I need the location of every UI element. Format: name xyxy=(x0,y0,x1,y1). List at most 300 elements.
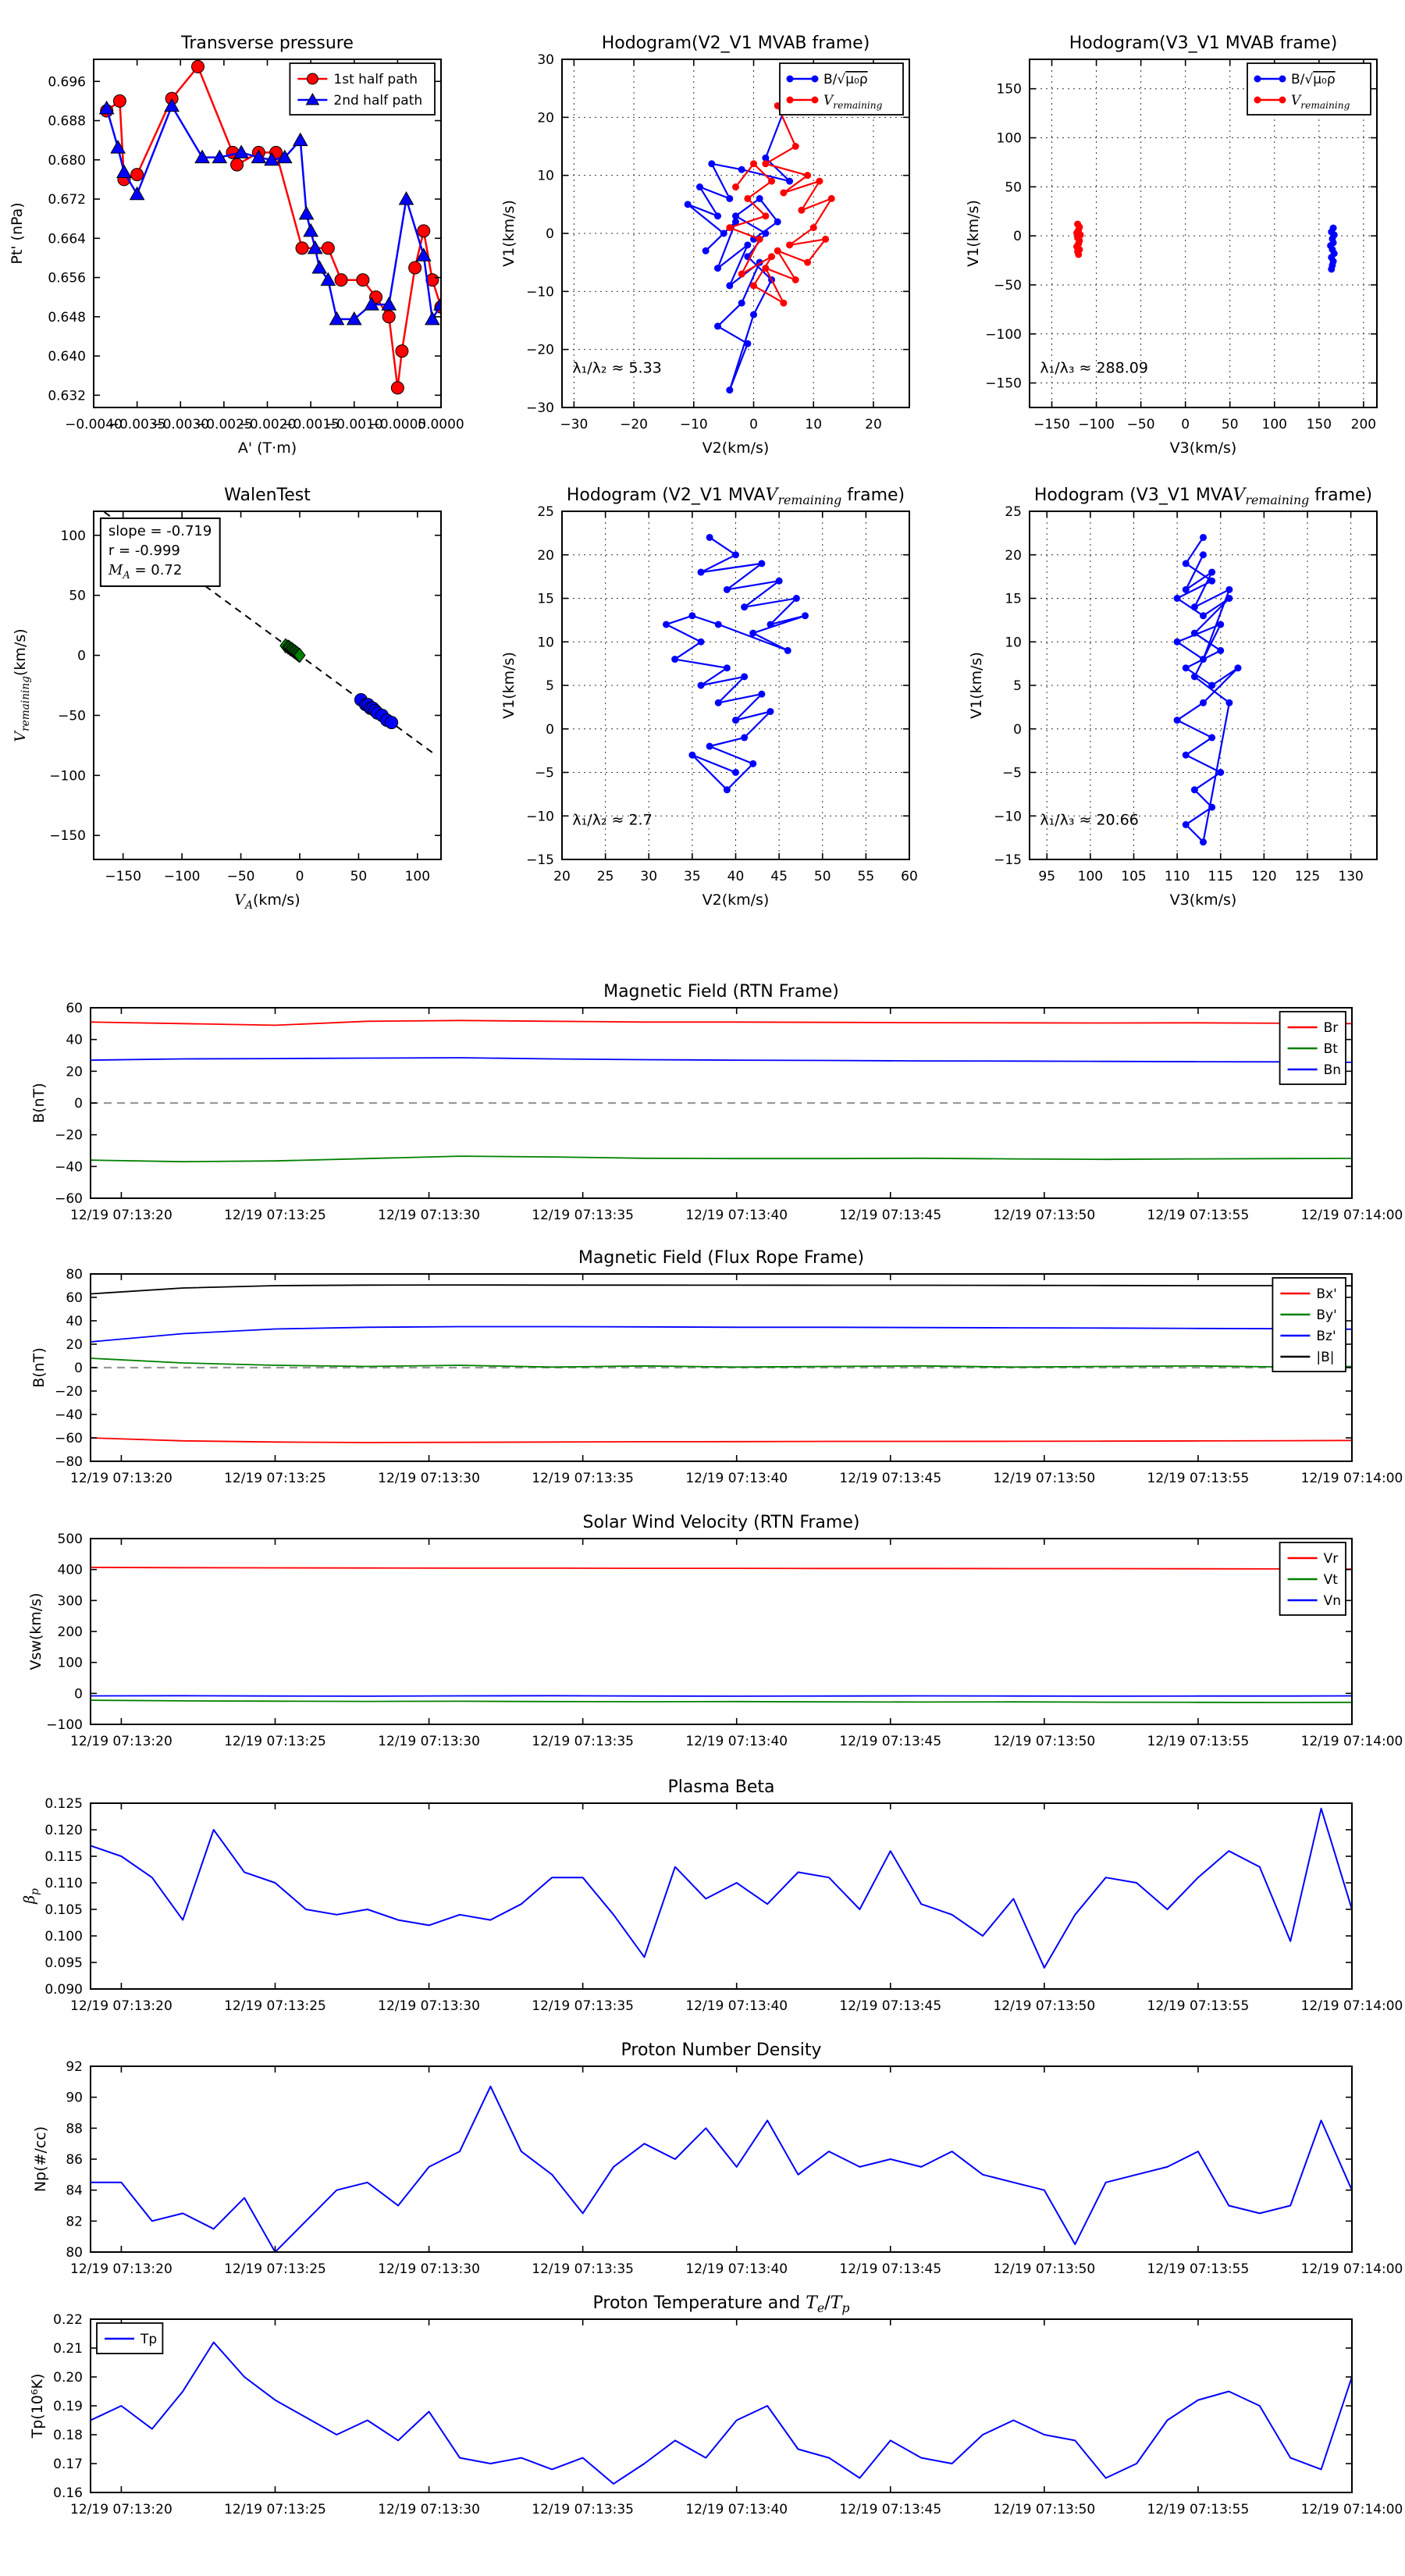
svg-text:−15: −15 xyxy=(526,852,554,868)
svg-text:110: 110 xyxy=(1164,869,1190,884)
eigenvalue-ratio-annotation: λ₁/λ₃ ≈ 20.66 xyxy=(1040,811,1139,829)
svg-text:Br: Br xyxy=(1323,1020,1339,1036)
svg-text:12/19 07:13:35: 12/19 07:13:35 xyxy=(532,1471,635,1486)
svg-text:−0.0025: −0.0025 xyxy=(195,417,253,432)
series-Bz-prime xyxy=(91,1327,1352,1343)
series-By-prime xyxy=(91,1358,1352,1367)
svg-text:−10: −10 xyxy=(526,284,554,301)
svg-text:0.640: 0.640 xyxy=(48,349,86,365)
svg-text:0.18: 0.18 xyxy=(53,2428,83,2443)
series-Vt xyxy=(91,1700,1352,1703)
svg-text:−40: −40 xyxy=(55,1159,83,1176)
hodogram-v2v1-mvab-plot xyxy=(500,16,960,496)
svg-text:60: 60 xyxy=(901,869,918,884)
svg-text:Bt: Bt xyxy=(1323,1041,1338,1057)
svg-text:10: 10 xyxy=(1005,635,1022,651)
x-axis-label: V2(km/s) xyxy=(702,891,770,909)
svg-text:130: 130 xyxy=(1338,869,1364,884)
svg-text:100: 100 xyxy=(60,528,86,544)
svg-text:25: 25 xyxy=(1005,504,1022,520)
series-V-remaining xyxy=(726,102,834,307)
svg-text:88: 88 xyxy=(66,2121,83,2137)
svg-text:−10: −10 xyxy=(994,809,1022,825)
legend xyxy=(1272,1278,1346,1372)
y-axis-tick-labels xyxy=(48,74,86,404)
svg-text:−5: −5 xyxy=(534,765,554,781)
svg-text:12/19 07:13:55: 12/19 07:13:55 xyxy=(1147,2502,1250,2517)
svg-text:−30: −30 xyxy=(560,417,589,432)
y-axis-tick-labels xyxy=(46,1532,83,1733)
svg-text:0.0000: 0.0000 xyxy=(418,417,464,432)
svg-text:12/19 07:13:20: 12/19 07:13:20 xyxy=(70,1208,173,1223)
svg-text:100: 100 xyxy=(57,1655,83,1671)
svg-text:12/19 07:13:40: 12/19 07:13:40 xyxy=(685,2502,788,2517)
svg-text:50: 50 xyxy=(69,588,86,604)
svg-text:B/√μ₀ρ: B/√μ₀ρ xyxy=(1291,72,1336,87)
y-axis-tick-labels xyxy=(49,528,86,844)
y-axis-label: Pt' (nPa) xyxy=(9,202,26,265)
svg-text:50: 50 xyxy=(1221,417,1239,432)
y-axis-label: V1(km/s) xyxy=(968,652,985,719)
svg-text:0: 0 xyxy=(74,1361,83,1376)
svg-text:12/19 07:13:30: 12/19 07:13:30 xyxy=(378,1471,480,1486)
svg-text:−20: −20 xyxy=(620,417,649,432)
svg-text:0: 0 xyxy=(295,869,304,884)
x-axis-tick-labels xyxy=(65,417,464,432)
svg-text:12/19 07:13:25: 12/19 07:13:25 xyxy=(224,2502,326,2517)
svg-text:35: 35 xyxy=(684,869,701,884)
svg-text:12/19 07:13:45: 12/19 07:13:45 xyxy=(839,1998,942,2014)
x-axis-tick-labels xyxy=(70,1734,1403,1749)
svg-text:12/19 07:13:50: 12/19 07:13:50 xyxy=(993,1208,1096,1223)
svg-text:200: 200 xyxy=(57,1624,83,1640)
svg-text:12/19 07:13:45: 12/19 07:13:45 xyxy=(839,2261,942,2277)
series-Br xyxy=(91,1020,1352,1025)
svg-text:15: 15 xyxy=(537,591,554,607)
svg-text:MA = 0.72: $M_A = 0.72$ xyxy=(108,561,183,582)
svg-text:0.16: 0.16 xyxy=(53,2485,83,2501)
svg-text:86: 86 xyxy=(66,2152,83,2168)
svg-text:12/19 07:13:20: 12/19 07:13:20 xyxy=(70,1734,173,1749)
svg-text:20: 20 xyxy=(1005,547,1022,564)
svg-text:0.095: 0.095 xyxy=(44,1955,83,1971)
svg-text:12/19 07:13:25: 12/19 07:13:25 xyxy=(224,2261,326,2277)
svg-text:0: 0 xyxy=(74,1686,83,1703)
transverse-pressure-plot xyxy=(9,16,515,496)
y-axis-label: Vsw(km/s) xyxy=(27,1592,44,1670)
svg-text:125: 125 xyxy=(1294,869,1321,884)
svg-text:−50: −50 xyxy=(994,277,1022,294)
svg-text:−0.0040: −0.0040 xyxy=(65,417,123,432)
series-Bt xyxy=(91,1156,1352,1162)
svg-text:12/19 07:13:35: 12/19 07:13:35 xyxy=(532,1208,635,1223)
walen-test-plot xyxy=(12,468,515,929)
svg-text:150: 150 xyxy=(996,81,1022,98)
y-axis-label: B(nT) xyxy=(30,1083,48,1123)
svg-text:12/19 07:13:55: 12/19 07:13:55 xyxy=(1147,1471,1250,1486)
x-axis-tick-labels xyxy=(70,2261,1403,2277)
series-Bx-prime xyxy=(91,1438,1352,1443)
svg-text:12/19 07:13:45: 12/19 07:13:45 xyxy=(839,1471,942,1486)
svg-text:0.110: 0.110 xyxy=(44,1876,83,1891)
legend xyxy=(290,63,435,115)
y-axis-tick-labels xyxy=(526,52,554,416)
svg-text:84: 84 xyxy=(66,2183,83,2199)
legend xyxy=(1280,1542,1346,1615)
svg-text:12/19 07:13:40: 12/19 07:13:40 xyxy=(685,1471,788,1486)
svg-text:25: 25 xyxy=(596,869,614,884)
svg-text:40: 40 xyxy=(66,1032,83,1048)
y-axis-label: Np(#/cc) xyxy=(32,2126,49,2193)
panel-title: Hodogram(V3_V1 MVAB frame) xyxy=(1069,34,1338,53)
svg-text:−0.0015: −0.0015 xyxy=(282,417,340,432)
svg-text:50: 50 xyxy=(1005,180,1022,196)
legend xyxy=(780,63,903,115)
svg-text:0.696: 0.696 xyxy=(48,74,86,91)
svg-text:−20: −20 xyxy=(55,1384,83,1400)
y-axis-tick-labels xyxy=(994,504,1022,868)
svg-text:0.125: 0.125 xyxy=(44,1796,83,1812)
svg-text:0.105: 0.105 xyxy=(44,1902,83,1918)
svg-text:Vt: Vt xyxy=(1323,1572,1338,1588)
svg-text:60: 60 xyxy=(66,1001,83,1016)
svg-text:0.632: 0.632 xyxy=(48,388,86,404)
panel-title: Solar Wind Velocity (RTN Frame) xyxy=(582,1513,860,1532)
eigenvalue-ratio-annotation: λ₁/λ₃ ≈ 288.09 xyxy=(1040,359,1148,377)
panel-title: Magnetic Field (RTN Frame) xyxy=(603,982,839,1002)
svg-text:0.648: 0.648 xyxy=(48,309,86,326)
svg-text:−50: −50 xyxy=(58,708,86,724)
series-B-over-sqrt-mu0rho xyxy=(1327,225,1338,273)
series-cluster-2nd-half xyxy=(354,693,397,728)
svg-text:12/19 07:13:45: 12/19 07:13:45 xyxy=(839,2502,942,2517)
panel-title: Proton Temperature and $T_e/T_p$ xyxy=(592,2293,850,2315)
svg-text:45: 45 xyxy=(770,869,788,884)
svg-text:0.115: 0.115 xyxy=(44,1849,83,1865)
plasma-beta-plot xyxy=(0,1764,1405,2069)
svg-text:95: 95 xyxy=(1038,869,1056,884)
svg-text:By': By' xyxy=(1316,1308,1337,1323)
svg-text:12/19 07:13:30: 12/19 07:13:30 xyxy=(378,2502,480,2517)
svg-text:10: 10 xyxy=(537,168,554,184)
svg-text:−30: −30 xyxy=(526,400,554,416)
svg-text:0.21: 0.21 xyxy=(53,2341,83,2357)
svg-text:20: 20 xyxy=(537,547,554,564)
svg-text:0.680: 0.680 xyxy=(48,152,86,169)
svg-text:Vr: Vr xyxy=(1323,1551,1339,1567)
svg-text:−40: −40 xyxy=(55,1407,83,1423)
svg-text:−0.0005: −0.0005 xyxy=(368,417,427,432)
x-axis-tick-labels xyxy=(70,1471,1403,1486)
svg-text:12/19 07:13:35: 12/19 07:13:35 xyxy=(532,2261,635,2277)
y-axis-tick-labels xyxy=(55,1001,83,1207)
x-axis-tick-labels xyxy=(553,869,918,884)
svg-text:105: 105 xyxy=(1121,869,1147,884)
svg-text:−20: −20 xyxy=(526,342,554,358)
x-axis-tick-labels xyxy=(1038,869,1363,884)
svg-text:0.664: 0.664 xyxy=(48,231,86,247)
svg-text:12/19 07:14:00: 12/19 07:14:00 xyxy=(1300,2261,1403,2277)
svg-text:−0.0030: −0.0030 xyxy=(151,417,210,432)
svg-text:12/19 07:13:35: 12/19 07:13:35 xyxy=(532,2502,635,2517)
svg-text:20: 20 xyxy=(865,417,882,432)
series-hodogram-path xyxy=(1174,534,1242,845)
x-axis-label: V3(km/s) xyxy=(1169,439,1237,457)
svg-text:115: 115 xyxy=(1208,869,1233,884)
svg-text:92: 92 xyxy=(66,2059,83,2075)
svg-text:0.688: 0.688 xyxy=(48,113,86,130)
svg-text:−150: −150 xyxy=(1033,417,1070,432)
svg-text:12/19 07:13:25: 12/19 07:13:25 xyxy=(224,1734,326,1749)
x-axis-tick-labels xyxy=(70,1208,1403,1223)
svg-text:120: 120 xyxy=(1251,869,1277,884)
svg-text:B/√μ₀ρ: B/√μ₀ρ xyxy=(823,72,868,87)
y-axis-tick-labels xyxy=(53,2312,83,2501)
svg-text:−150: −150 xyxy=(49,828,86,845)
svg-text:0.120: 0.120 xyxy=(44,1823,83,1838)
svg-text:−150: −150 xyxy=(105,869,142,884)
x-axis-label: A' (T·m) xyxy=(237,439,297,457)
svg-text:10: 10 xyxy=(805,417,823,432)
grid xyxy=(1030,511,1377,859)
series-cluster-middle xyxy=(280,639,305,662)
y-axis-label: V1(km/s) xyxy=(500,652,518,719)
svg-text:−80: −80 xyxy=(55,1454,83,1470)
svg-text:−60: −60 xyxy=(55,1431,83,1446)
svg-text:2nd half path: 2nd half path xyxy=(333,93,423,109)
svg-text:12/19 07:13:55: 12/19 07:13:55 xyxy=(1147,1998,1250,2014)
svg-text:12/19 07:13:45: 12/19 07:13:45 xyxy=(839,1208,942,1223)
svg-text:12/19 07:13:40: 12/19 07:13:40 xyxy=(685,1208,788,1223)
series-Tp xyxy=(91,2343,1352,2484)
hodogram-v2v1-mvav-plot xyxy=(500,468,960,929)
svg-text:−0.0035: −0.0035 xyxy=(108,417,166,432)
x-axis-tick-labels xyxy=(560,417,881,432)
svg-text:12/19 07:13:20: 12/19 07:13:20 xyxy=(70,1998,173,2014)
svg-text:12/19 07:13:20: 12/19 07:13:20 xyxy=(70,2261,173,2277)
svg-text:12/19 07:13:50: 12/19 07:13:50 xyxy=(993,1734,1096,1749)
x-axis-label: V2(km/s) xyxy=(702,439,770,457)
panel-title: Transverse pressure xyxy=(181,34,354,53)
svg-text:12/19 07:14:00: 12/19 07:14:00 xyxy=(1300,1998,1403,2014)
svg-text:15: 15 xyxy=(1005,591,1022,607)
panel-title: Hodogram (V3_V1 $MVAV_{remaining}$ frame) xyxy=(1033,486,1373,507)
axes-frame xyxy=(91,2066,1352,2252)
series-V-remaining xyxy=(1073,221,1084,258)
svg-text:−10: −10 xyxy=(526,809,554,825)
svg-text:0.17: 0.17 xyxy=(53,2457,83,2472)
y-axis-label: B(nT) xyxy=(30,1347,48,1388)
svg-text:0.19: 0.19 xyxy=(53,2399,83,2414)
svg-text:12/19 07:13:50: 12/19 07:13:50 xyxy=(993,1471,1096,1486)
svg-text:80: 80 xyxy=(66,2245,83,2261)
svg-text:12/19 07:13:40: 12/19 07:13:40 xyxy=(685,1998,788,2014)
eigenvalue-ratio-annotation: λ₁/λ₂ ≈ 2.7 xyxy=(572,811,653,829)
svg-text:12/19 07:13:50: 12/19 07:13:50 xyxy=(993,1998,1096,2014)
y-axis-label: V1(km/s) xyxy=(965,200,982,267)
panel-title: Hodogram(V2_V1 MVAB frame) xyxy=(601,34,870,53)
svg-text:|B|: |B| xyxy=(1316,1350,1335,1365)
svg-text:−60: −60 xyxy=(55,1191,83,1207)
svg-text:55: 55 xyxy=(857,869,875,884)
svg-text:12/19 07:13:20: 12/19 07:13:20 xyxy=(70,2502,173,2517)
svg-text:0: 0 xyxy=(77,648,86,664)
svg-text:5: 5 xyxy=(1013,678,1022,694)
y-axis-tick-labels xyxy=(55,1267,83,1470)
y-axis-label: Tp(10⁶K) xyxy=(29,2373,46,2439)
svg-text:12/19 07:13:35: 12/19 07:13:35 xyxy=(532,1998,635,2014)
svg-text:20: 20 xyxy=(66,1337,83,1353)
svg-text:−100: −100 xyxy=(163,869,201,884)
panel-title: Magnetic Field (Flux Rope Frame) xyxy=(578,1248,865,1268)
svg-text:−5: −5 xyxy=(1001,765,1022,781)
y-axis-tick-labels xyxy=(44,1796,83,1998)
series-2nd-half-path xyxy=(100,99,448,325)
series-Np xyxy=(91,2087,1352,2252)
svg-text:0.100: 0.100 xyxy=(44,1929,83,1944)
fit-results-box xyxy=(101,518,220,586)
svg-text:12/19 07:13:55: 12/19 07:13:55 xyxy=(1147,1208,1250,1223)
svg-text:−20: −20 xyxy=(55,1127,83,1144)
series-Vn xyxy=(91,1695,1352,1696)
y-axis-label: V1(km/s) xyxy=(500,200,518,267)
svg-text:Vn: Vn xyxy=(1323,1593,1342,1609)
svg-text:30: 30 xyxy=(537,52,554,68)
svg-text:12/19 07:13:30: 12/19 07:13:30 xyxy=(378,1734,480,1749)
legend xyxy=(1280,1012,1346,1084)
svg-text:12/19 07:13:55: 12/19 07:13:55 xyxy=(1147,2261,1250,2277)
svg-text:50: 50 xyxy=(350,869,368,884)
axes-frame xyxy=(91,2319,1352,2492)
svg-text:25: 25 xyxy=(537,504,554,520)
svg-text:−0.0020: −0.0020 xyxy=(238,417,297,432)
y-axis-label: $\beta_p$ xyxy=(21,1888,41,1904)
svg-text:0: 0 xyxy=(749,417,758,432)
svg-text:12/19 07:13:25: 12/19 07:13:25 xyxy=(224,1998,326,2014)
svg-text:0.672: 0.672 xyxy=(48,192,86,208)
proton-temperature-plot xyxy=(0,2279,1405,2576)
series-B-magnitude xyxy=(91,1285,1352,1293)
svg-text:0.22: 0.22 xyxy=(53,2312,83,2328)
svg-text:12/19 07:14:00: 12/19 07:14:00 xyxy=(1300,1734,1403,1749)
svg-text:−100: −100 xyxy=(49,768,86,785)
svg-text:−100: −100 xyxy=(46,1717,83,1733)
panel-title: WalenTest xyxy=(224,486,311,505)
eigenvalue-ratio-annotation: λ₁/λ₂ ≈ 5.33 xyxy=(572,359,662,377)
svg-text:20: 20 xyxy=(66,1064,83,1080)
svg-text:−50: −50 xyxy=(1126,417,1155,432)
svg-text:Bz': Bz' xyxy=(1316,1329,1336,1344)
svg-text:0: 0 xyxy=(1013,721,1022,738)
y-axis-label: $V_{remaining}(km/s)$ xyxy=(12,628,32,742)
svg-text:12/19 07:13:20: 12/19 07:13:20 xyxy=(70,1471,173,1486)
legend xyxy=(1247,63,1371,115)
svg-text:500: 500 xyxy=(57,1532,83,1547)
hodogram-v3v1-mvab-plot xyxy=(965,16,1405,496)
svg-text:1st half path: 1st half path xyxy=(333,72,418,87)
svg-text:150: 150 xyxy=(1306,417,1332,432)
svg-text:−50: −50 xyxy=(226,869,255,884)
svg-text:0: 0 xyxy=(74,1096,83,1112)
svg-text:400: 400 xyxy=(57,1562,83,1578)
svg-text:30: 30 xyxy=(640,869,658,884)
svg-text:12/19 07:13:40: 12/19 07:13:40 xyxy=(685,1734,788,1749)
svg-text:12/19 07:14:00: 12/19 07:14:00 xyxy=(1300,2502,1403,2517)
x-axis-label: V3(km/s) xyxy=(1169,891,1237,909)
x-axis-tick-labels xyxy=(105,869,430,884)
svg-text:0: 0 xyxy=(1181,417,1190,432)
svg-text:slope = -0.719: slope = -0.719 xyxy=(108,522,212,539)
series-Bn xyxy=(91,1058,1352,1062)
svg-text:40: 40 xyxy=(727,869,745,884)
svg-text:Tp: Tp xyxy=(140,2332,158,2347)
svg-text:Bn: Bn xyxy=(1323,1062,1342,1078)
panel-title: Proton Number Density xyxy=(621,2041,822,2060)
x-axis-tick-labels xyxy=(70,1998,1403,2014)
axes-frame xyxy=(91,1803,1352,1989)
svg-text:−10: −10 xyxy=(679,417,708,432)
svg-text:5: 5 xyxy=(546,678,554,694)
legend xyxy=(97,2323,162,2354)
svg-text:12/19 07:13:40: 12/19 07:13:40 xyxy=(685,2261,788,2277)
solar-wind-velocity-plot xyxy=(0,1499,1405,1807)
svg-text:0.090: 0.090 xyxy=(44,1982,83,1998)
svg-text:0.656: 0.656 xyxy=(48,270,86,286)
svg-text:100: 100 xyxy=(996,130,1022,147)
svg-text:82: 82 xyxy=(66,2214,83,2230)
panel-title: Plasma Beta xyxy=(667,1777,775,1797)
x-axis-label: $V_A(km/s)$ xyxy=(234,891,301,912)
svg-text:0: 0 xyxy=(1013,229,1022,245)
x-axis-tick-labels xyxy=(70,2502,1403,2517)
svg-text:Vremaining: $V_{remaining}$ xyxy=(823,93,883,111)
y-axis-tick-labels xyxy=(985,82,1022,392)
series-Vr xyxy=(91,1567,1352,1569)
x-axis-tick-labels xyxy=(1033,417,1376,432)
svg-text:−0.0010: −0.0010 xyxy=(325,417,383,432)
svg-text:10: 10 xyxy=(537,635,554,651)
svg-text:12/19 07:13:25: 12/19 07:13:25 xyxy=(224,1471,326,1486)
svg-text:40: 40 xyxy=(66,1314,83,1329)
svg-text:200: 200 xyxy=(1350,417,1377,432)
svg-text:−15: −15 xyxy=(994,852,1022,868)
svg-text:90: 90 xyxy=(66,2090,83,2106)
svg-text:100: 100 xyxy=(1077,869,1104,884)
svg-text:0: 0 xyxy=(546,226,554,242)
svg-text:−100: −100 xyxy=(985,326,1022,343)
svg-text:0: 0 xyxy=(546,721,554,738)
svg-text:12/19 07:13:50: 12/19 07:13:50 xyxy=(993,2261,1096,2277)
svg-text:−100: −100 xyxy=(1078,417,1115,432)
svg-text:12/19 07:14:00: 12/19 07:14:00 xyxy=(1300,1471,1403,1486)
hodogram-v3v1-mvav-plot xyxy=(968,468,1405,929)
series-beta-p xyxy=(91,1809,1352,1968)
svg-text:Bx': Bx' xyxy=(1316,1286,1337,1302)
svg-text:12/19 07:13:30: 12/19 07:13:30 xyxy=(378,2261,480,2277)
y-axis-tick-labels xyxy=(526,504,554,868)
svg-text:100: 100 xyxy=(1261,417,1288,432)
svg-text:−150: −150 xyxy=(985,375,1022,392)
svg-text:12/19 07:14:00: 12/19 07:14:00 xyxy=(1300,1208,1403,1223)
svg-text:12/19 07:13:25: 12/19 07:13:25 xyxy=(224,1208,326,1223)
svg-text:50: 50 xyxy=(813,869,831,884)
svg-text:Vremaining: $V_{remaining}$ xyxy=(1291,93,1350,111)
svg-text:12/19 07:13:50: 12/19 07:13:50 xyxy=(993,2502,1096,2517)
svg-text:12/19 07:13:30: 12/19 07:13:30 xyxy=(378,1998,480,2014)
svg-text:20: 20 xyxy=(553,869,571,884)
svg-text:12/19 07:13:35: 12/19 07:13:35 xyxy=(532,1734,635,1749)
svg-text:80: 80 xyxy=(66,1267,83,1283)
